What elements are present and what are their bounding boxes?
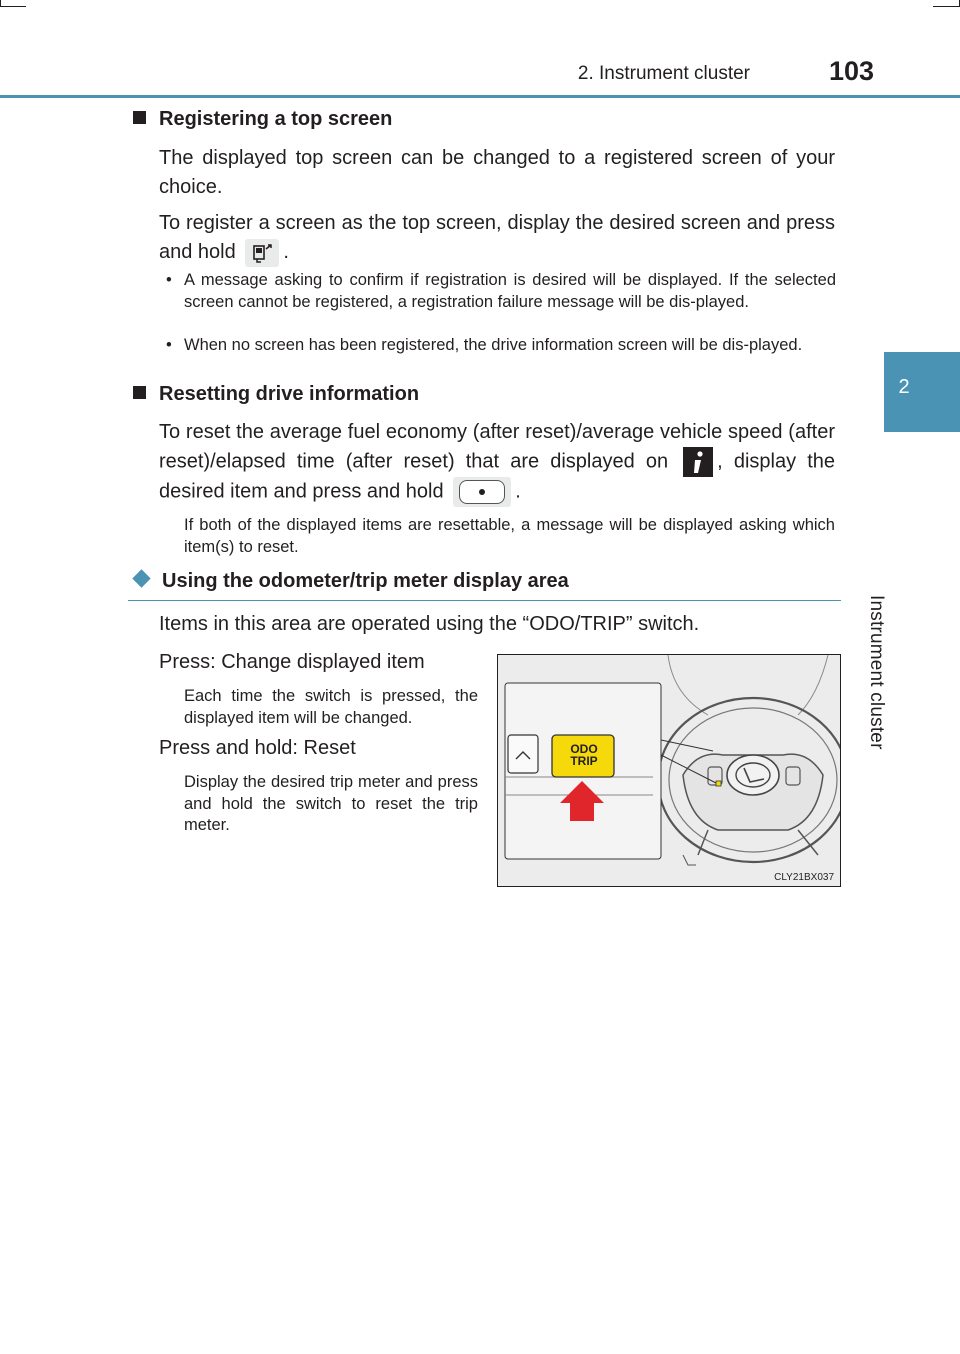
paragraph: Items in this area are operated using the “ODO/TRIP” switch. (159, 613, 700, 635)
paragraph: To reset the average fuel economy (after reset)/average vehicle speed (after reset)/elapsed time (after reset) that are displayed on , display the desired item and press and hold . (159, 418, 835, 507)
bullet-icon: • (166, 271, 172, 289)
crop-mark (933, 6, 960, 7)
odo-label: ODO (570, 742, 598, 756)
hold-description: Display the desired trip meter and press and hold the switch to reset the trip meter. (184, 773, 478, 834)
chapter-label: Instrument cluster (866, 595, 887, 750)
select-button-icon (453, 477, 511, 507)
heading-registering-top-screen: Registering a top screen (133, 108, 392, 131)
press-label: Press: Change displayed item (159, 651, 425, 673)
diamond-bullet-icon (132, 569, 150, 587)
note-text: If both of the displayed items are resettable, a message will be displayed asking which item(s) to reset. (184, 516, 835, 556)
square-bullet-icon (133, 386, 146, 399)
steering-wheel-illustration (498, 655, 841, 887)
chapter-number: 2 (898, 376, 910, 398)
odo-trip-button (553, 743, 615, 767)
header-rule (0, 95, 960, 98)
hold-label: Press and hold: Reset (159, 737, 356, 759)
chapter-tab (884, 352, 960, 432)
paragraph: The displayed top screen can be changed to a registered screen of your choice. (159, 147, 835, 198)
figure-code: CLY21BX037 (774, 872, 834, 883)
bullet-icon: • (166, 336, 172, 354)
crop-mark (0, 6, 26, 7)
square-bullet-icon (133, 111, 146, 124)
info-icon (683, 447, 713, 477)
page-number: 103 (828, 56, 874, 86)
section-title: 2. Instrument cluster (577, 63, 750, 84)
trip-label: TRIP (570, 754, 598, 768)
heading-resetting-drive-information: Resetting drive information (133, 383, 419, 406)
list-item: • When no screen has been registered, the drive information screen will be dis-played. (164, 335, 836, 357)
list-item: • A message asking to confirm if registration is desired will be displayed. If the selected screen cannot be registered, a registration failure message will be dis-played. (166, 271, 836, 311)
heading-rule (128, 600, 841, 601)
paragraph: To register a screen as the top screen, display the desired screen and press and hold . (159, 209, 835, 267)
heading-odometer-trip-meter: Using the odometer/trip meter display area (132, 570, 569, 593)
display-switch-icon (245, 239, 279, 267)
odo-trip-switch-illustration (497, 654, 841, 887)
press-description: Each time the switch is pressed, the displayed item will be changed. (184, 687, 478, 727)
